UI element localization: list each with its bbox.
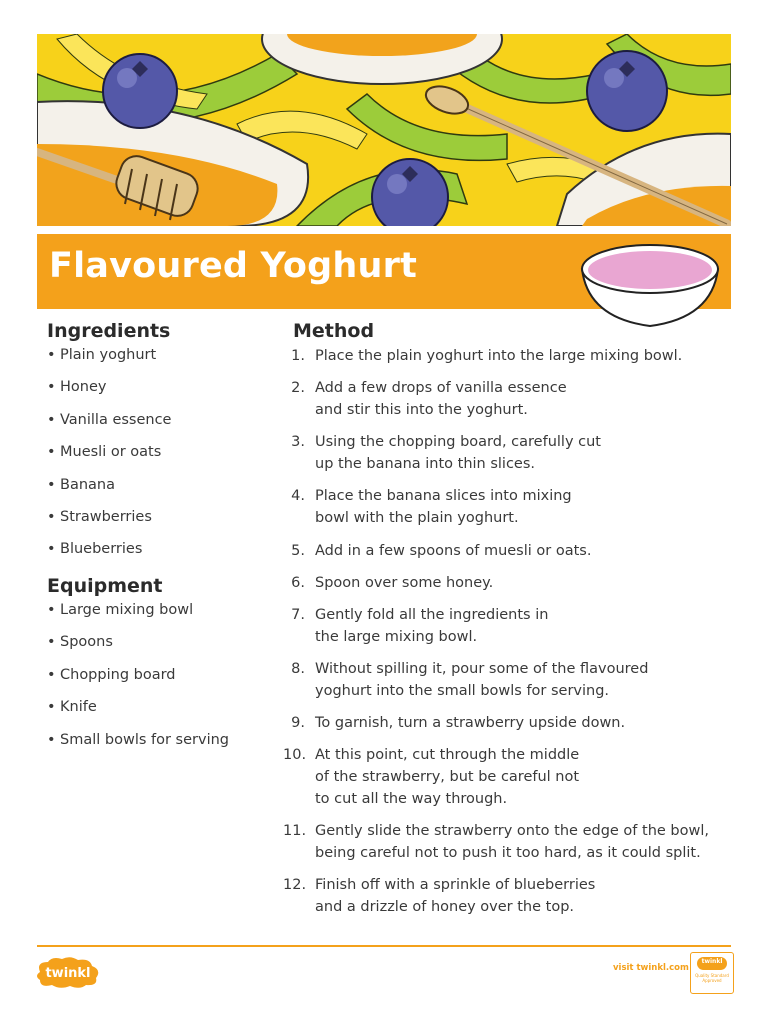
list-item: • Honey xyxy=(47,379,107,396)
method-step: 10. At this point, cut through the middle of the strawberry, but be careful not to cut all the way through. xyxy=(283,747,580,807)
method-step: 4. Place the banana slices into mixing bowl with the plain yoghurt. xyxy=(291,488,572,526)
list-item: • Muesli or oats xyxy=(47,444,162,461)
title-bar xyxy=(37,234,731,309)
equipment-heading: Equipment xyxy=(47,575,163,597)
list-item: • Plain yoghurt xyxy=(47,347,157,363)
method-step: 7. Gently fold all the ingredients in the large mixing bowl. xyxy=(291,607,549,645)
ingredients-list xyxy=(47,345,171,572)
page-title: Flavoured Yoghurt xyxy=(49,246,417,286)
blueberry-icon xyxy=(372,159,448,226)
list-item: • Strawberries xyxy=(47,508,152,525)
method-step: 11. Gently slide the strawberry onto the edge of the bowl, being careful not to push it too hard, as it could split. xyxy=(283,823,709,861)
method-step: 8. Without spilling it, pour some of the flavoured yoghurt into the small bowls for serving. xyxy=(291,661,649,699)
list-item: • Blueberries xyxy=(47,541,143,558)
bowl-icon xyxy=(578,236,722,328)
method-step: 12. Finish off with a sprinkle of blueberries and a drizzle of honey over the top. xyxy=(283,877,596,915)
list-item: • Knife xyxy=(47,699,97,716)
method-step: 3. Using the chopping board, carefully cut up the banana into thin slices. xyxy=(291,434,601,472)
list-item: • Banana xyxy=(47,476,115,493)
header-illustration xyxy=(37,34,731,226)
quality-badge: twinkl Quality Standard Approved xyxy=(690,952,734,994)
method-step: 1. Place the plain yoghurt into the large mixing bowl. xyxy=(291,348,683,364)
method-step: 5. Add in a few spoons of muesli or oats. xyxy=(291,543,592,559)
list-item: • Small bowls for serving xyxy=(47,731,229,748)
list-item: • Vanilla essence xyxy=(47,411,172,428)
blueberry-icon xyxy=(587,51,667,131)
method-heading: Method xyxy=(293,320,375,342)
list-item: • Chopping board xyxy=(47,666,176,683)
method-step: 9. To garnish, turn a strawberry upside down. xyxy=(291,715,626,731)
list-item: • Large mixing bowl xyxy=(47,602,194,618)
method-step: 2. Add a few drops of vanilla essence and stir this into the yoghurt. xyxy=(291,380,567,418)
footer-divider xyxy=(37,945,731,947)
svg-text:twinkl: twinkl xyxy=(45,966,91,981)
blueberry-icon xyxy=(103,54,177,128)
twinkl-logo[interactable] xyxy=(34,956,102,988)
ingredients-heading: Ingredients xyxy=(47,320,171,342)
equipment-list xyxy=(47,600,229,762)
visit-link[interactable]: visit twinkl.com xyxy=(613,963,689,973)
method-step: 6. Spoon over some honey. xyxy=(291,575,494,591)
list-item: • Spoons xyxy=(47,634,113,651)
